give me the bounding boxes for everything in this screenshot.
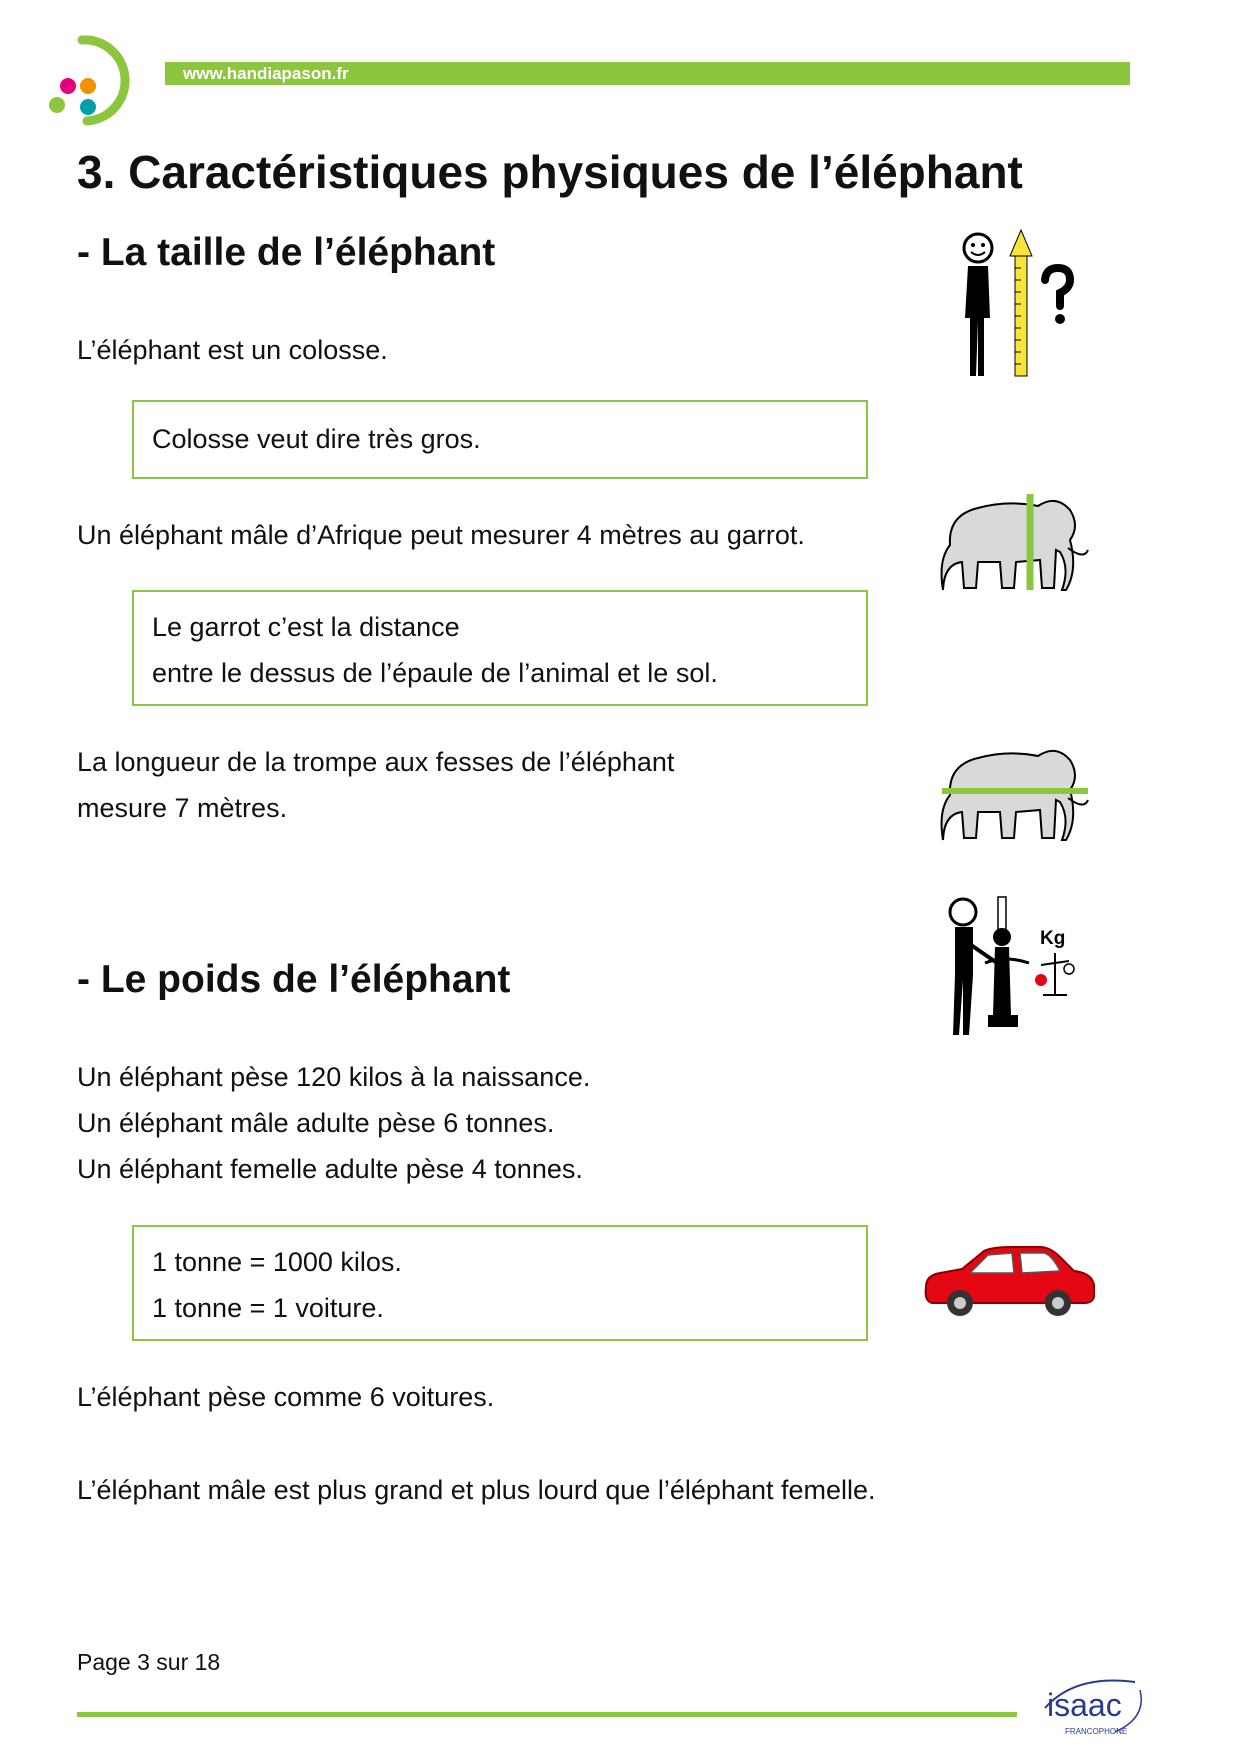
isaac-logo [1035,1668,1155,1743]
page-title: 3. Caractéristiques physiques de l’éléphant [77,146,1023,198]
section-heading-size: - La taille de l’éléphant [77,231,496,274]
logo-dot-green [49,97,65,113]
text-line: Un éléphant mâle d’Afrique peut mesurer 4 mètres au garrot. [77,520,805,550]
logo-dot-pink [60,78,76,94]
text-line: Un éléphant femelle adulte pèse 4 tonnes. [77,1154,583,1184]
paragraph-garrot [77,512,805,558]
text-line: La longueur de la trompe aux fesses de l’éléphant [77,747,675,777]
text-line: mesure 7 mètres. [77,793,288,823]
header-url[interactable]: www.handiapason.fr [183,64,349,83]
paragraph-weights [77,1054,590,1192]
box-line: 1 tonne = 1 voiture. [152,1293,384,1323]
box-line: entre le dessus de l’épaule de l’animal et le sol. [152,658,718,688]
paragraph-conclusion [77,1467,876,1513]
paragraph-compare [77,1374,494,1420]
text-line: L’éléphant mâle est plus grand et plus lourd que l’éléphant femelle. [77,1475,876,1505]
text-line: Un éléphant pèse 120 kilos à la naissance. [77,1062,591,1092]
page-number: Page 3 sur 18 [77,1649,221,1675]
definition-box-colosse [132,400,868,479]
definition-box-garrot [132,590,868,706]
height-measure-icon [950,228,1080,383]
section-heading-weight: - Le poids de l’éléphant [77,958,511,1001]
elephant-length-icon [938,740,1098,850]
definition-box-tonne [132,1225,868,1341]
isaac-logo-text: isaac [1047,1687,1122,1723]
scale-kg-label: Kg [1040,928,1066,949]
text-line: L’éléphant est un colosse. [77,335,388,365]
footer-bar [77,1712,1017,1717]
text-line: L’éléphant pèse comme 6 voitures. [77,1382,495,1412]
box-line: Colosse veut dire très gros. [152,424,481,454]
paragraph-colosse [77,327,388,373]
text-line: Un éléphant mâle adulte pèse 6 tonnes. [77,1108,555,1138]
elephant-height-icon [938,490,1098,600]
box-line: 1 tonne = 1000 kilos. [152,1247,402,1277]
logo-dot-orange [80,78,96,94]
handiapason-logo [42,26,152,131]
car-icon [922,1245,1097,1320]
weighing-scale-icon [945,895,1080,1040]
isaac-logo-subtext: FRANCOPHONE [1065,1727,1128,1736]
logo-dot-teal [80,99,96,115]
paragraph-length [77,739,674,831]
box-line: Le garrot c’est la distance [152,612,460,642]
